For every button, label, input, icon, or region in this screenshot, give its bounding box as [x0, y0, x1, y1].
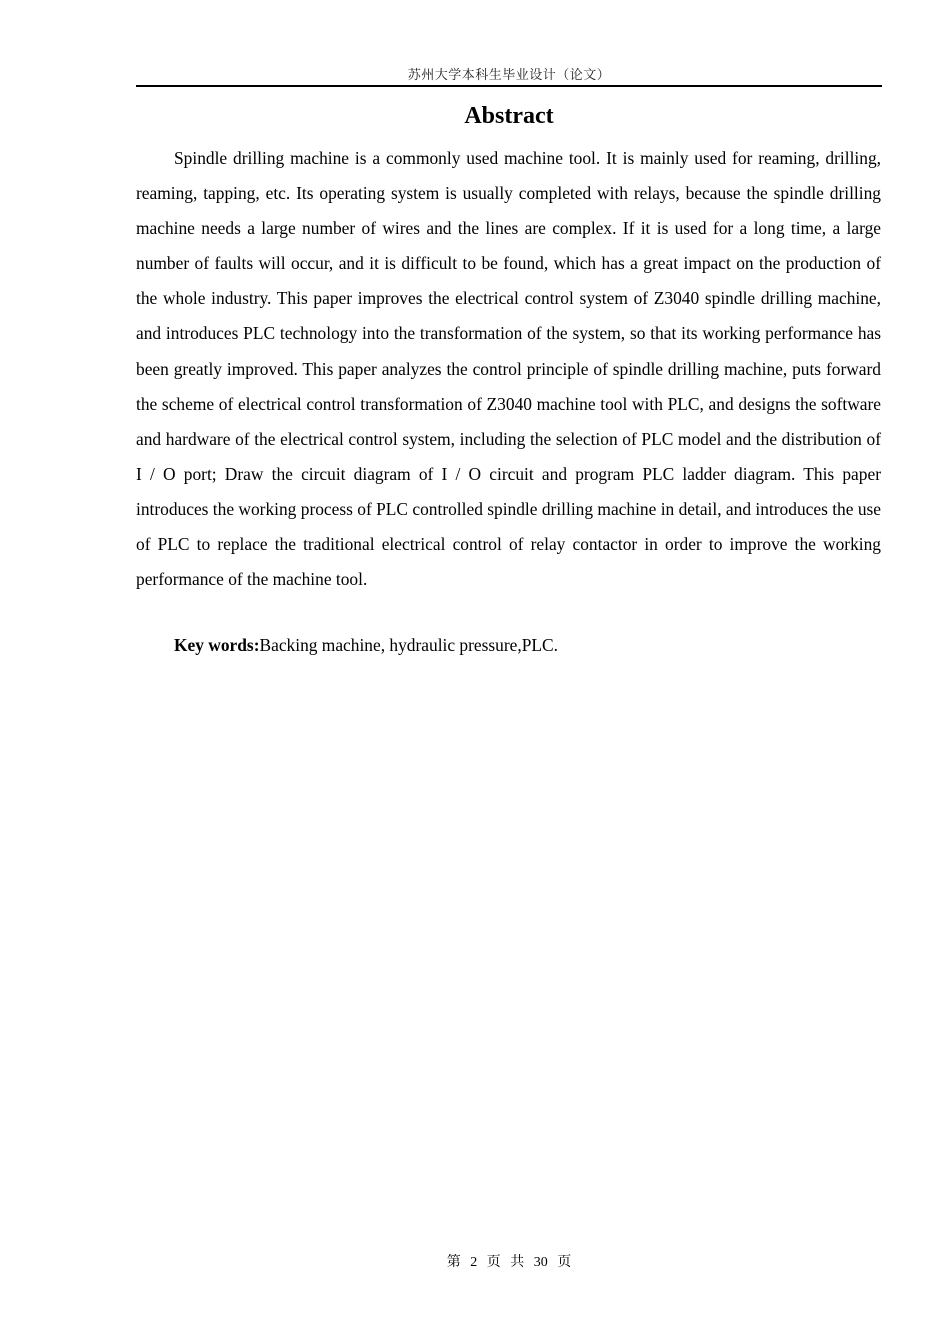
keywords-value: Backing machine, hydraulic pressure,PLC.: [259, 635, 558, 655]
keywords-label: Key words:: [174, 635, 260, 655]
page-header: 苏州大学本科生毕业设计（论文）: [407, 67, 611, 82]
abstract-paragraph: Spindle drilling machine is a commonly used machine tool. It is mainly used for reaming, drilling, reaming, tapping, etc. Its operating system is usually completed with relays, because the spindle drilling machine needs a large number of wires and the lines are complex. If it is used for a long time, a large number of faults will occur, and it is difficult to be found, which has a great impact on the production of the whole industry. This paper improves the electrical control system of Z3040 spindle drilling machine, and introduces PLC technology into the transformation of the system, so that its working performance has been greatly improved. This paper analyzes the control principle of spindle drilling machine, puts forward the scheme of electrical control transformation of Z3040 machine tool with PLC, and designs the software and hardware of the electrical control system, including the selection of PLC model and the distribution of I / O port; Draw the circuit diagram of I / O circuit and program PLC ladder diagram. This paper introduces the working process of PLC controlled spindle drilling machine in detail, and introduces the use of PLC to replace the traditional electrical control of relay contactor in order to improve the working performance of the machine tool.: [136, 148, 881, 590]
keywords-line: [136, 630, 881, 660]
page-title: Abstract: [464, 103, 554, 129]
header-divider: [136, 85, 882, 87]
page-footer: 第 2 页 共 30 页: [446, 1255, 572, 1270]
